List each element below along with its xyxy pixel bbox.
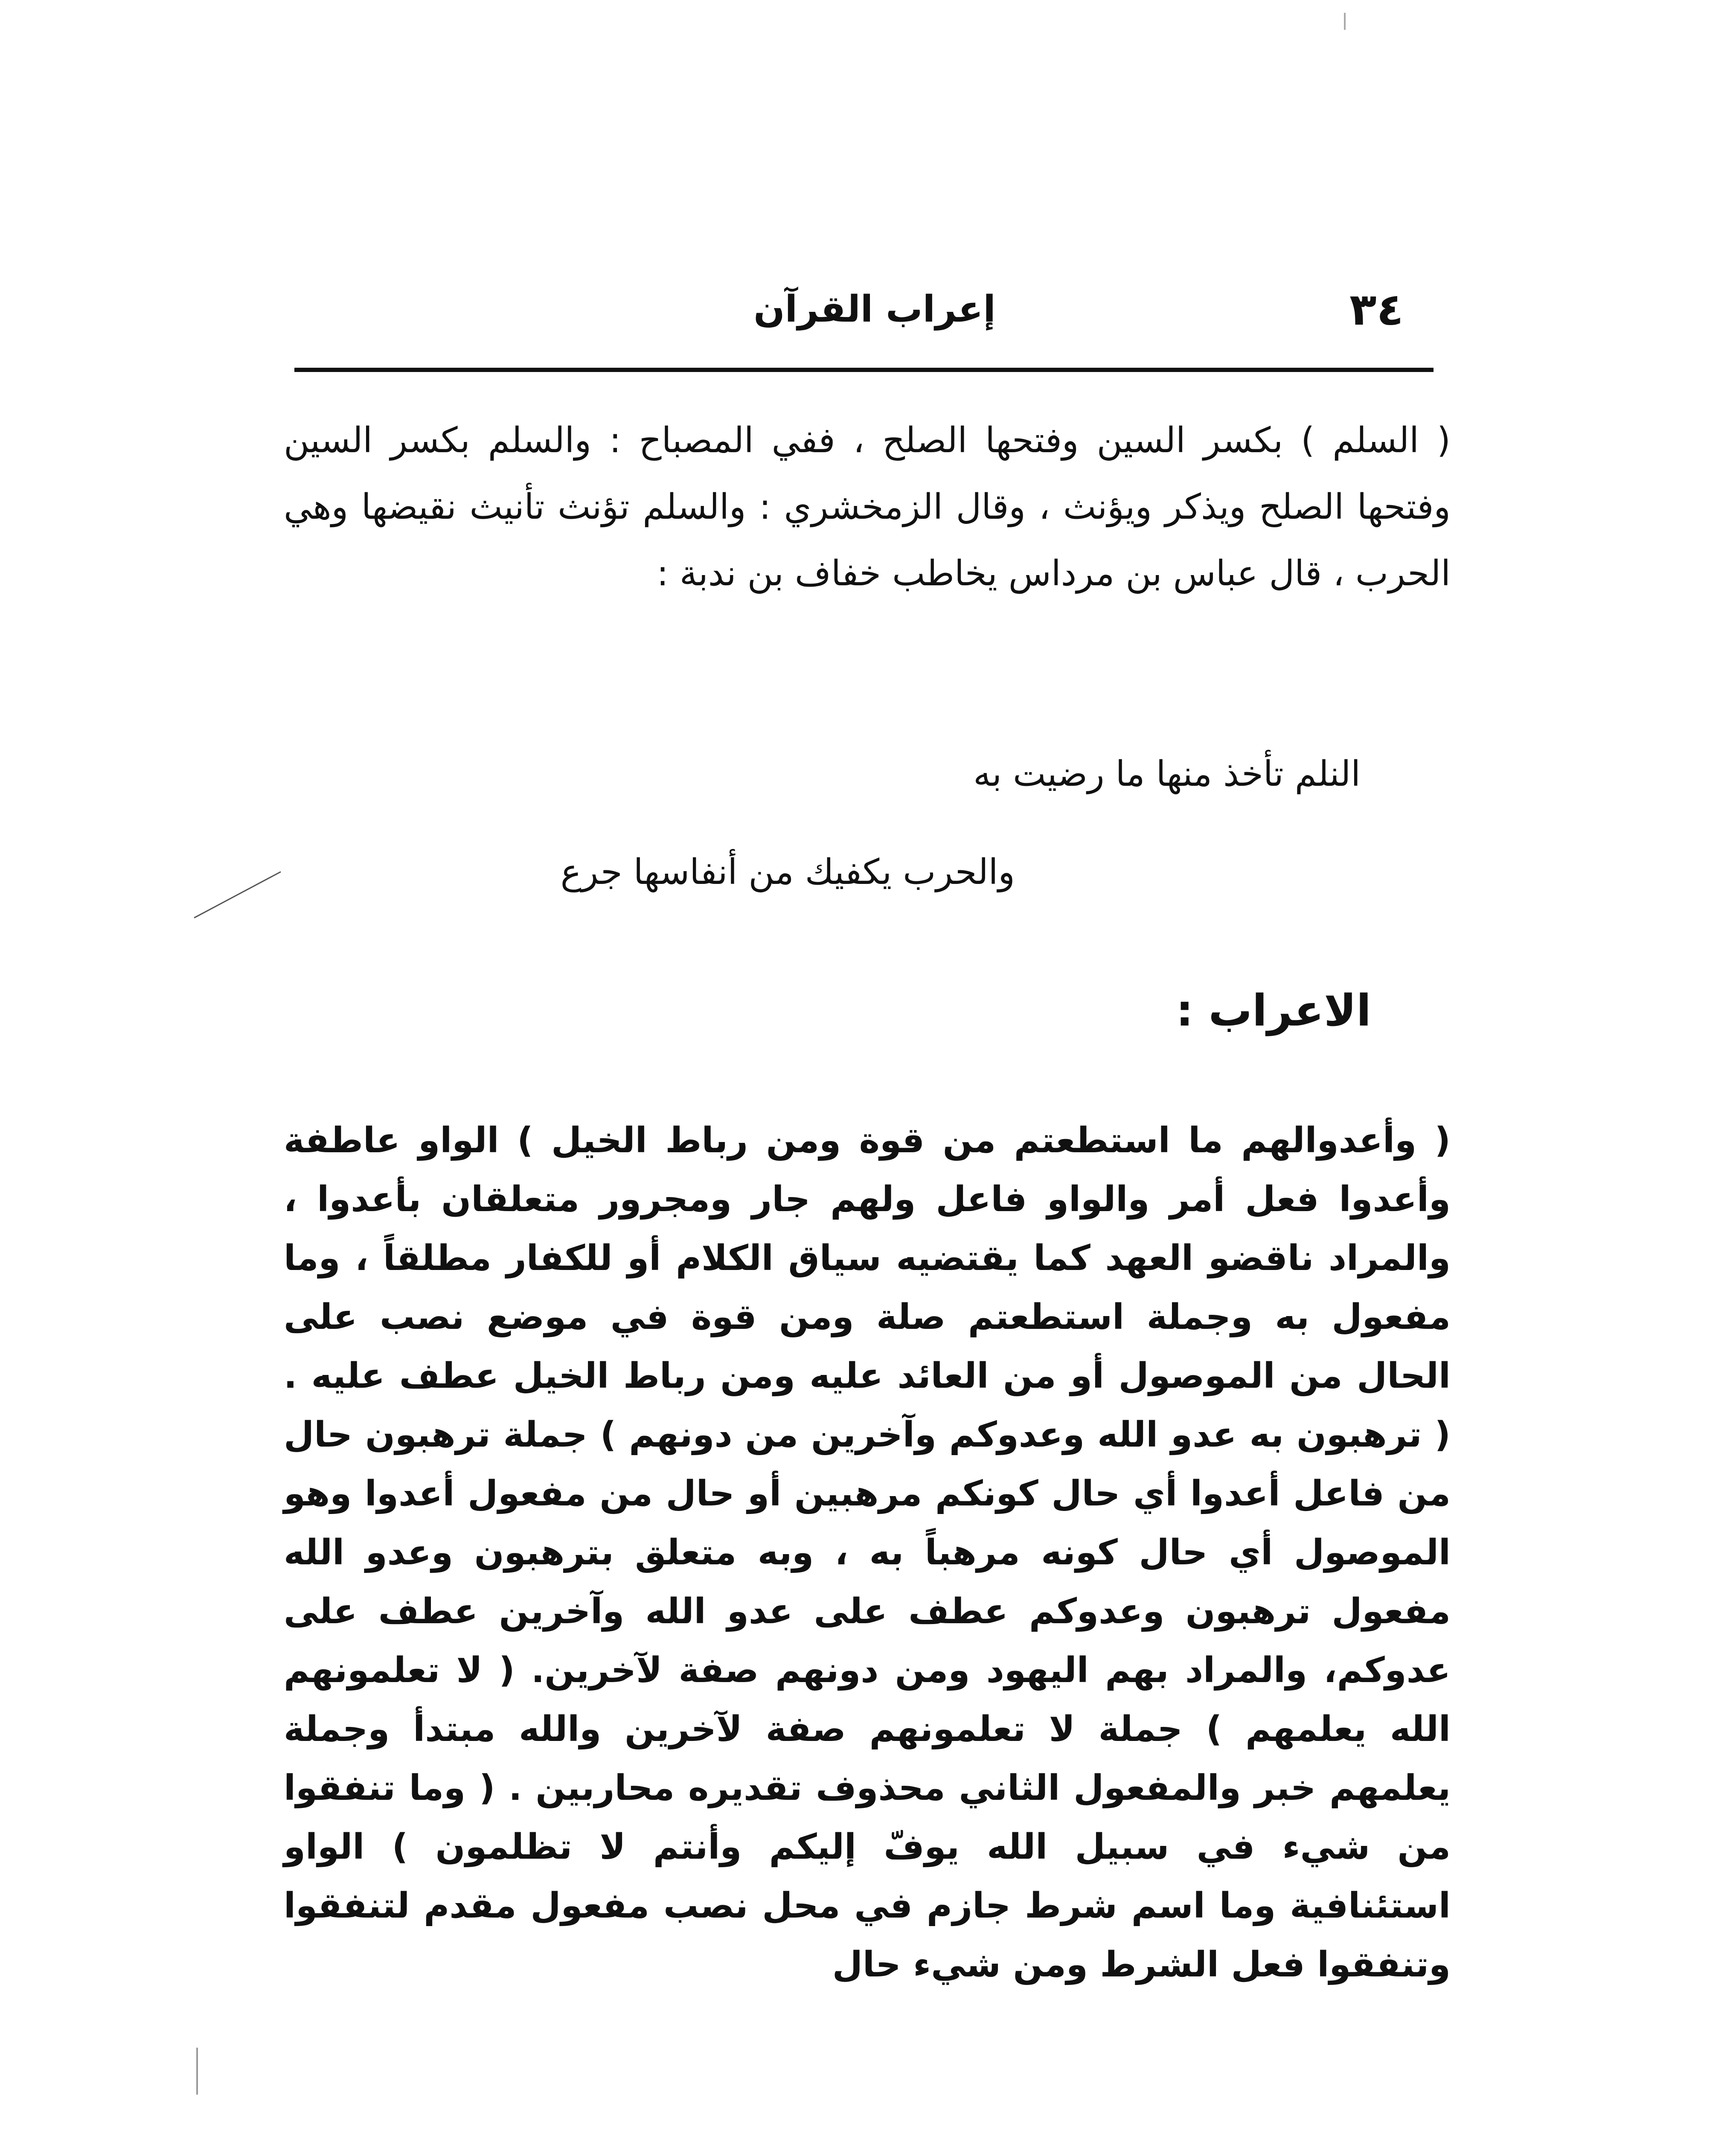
grammatical-analysis-text: ( وأعدوالهم ما استطعتم من قوة ومن رباط الخيل ) الواو عاطفة وأعدوا فعل أمر والواو فاعل ولهم جار ومجرور متعلقان بأعدوا ، والمراد ناقضو العهد كما يقتضيه سياق الكلام أو للكفار مطلقاً ، وما مفعول به وجملة استطعتم صلة ومن قوة في موضع نصب على الحال من الموصول أو من العائد عليه ومن رباط الخيل عطف عليه . ( ترهبون به عدو الله وعدوكم وآخرين من دونهم ) جملة ترهبون حال من فاعل أعدوا أي حال كونكم مرهبين أو حال من مفعول أعدوا وهو الموصول أي حال كونه مرهباً به ، وبه متعلق بترهبون وعدو الله مفعول ترهبون وعدوكم عطف على عدو الله وآخرين عطف على عدوكم، والمراد بهم اليهود ومن دونهم صفة لآخرين. ( لا تعلمونهم الله يعلمهم ) جملة لا تعلمونهم صفة لآخرين والله مبتدأ وجملة يعلمهم خبر والمفعول الثاني محذوف تقديره محاربين . ( وما تنفقوا من شيء في سبيل الله يوفّ إليكم وأنتم لا تظلمون ) الواو استئنافية وما اسم شرط جازم في محل نصب مفعول مقدم لتنفقوا وتنفقوا فعل الشرط ومن شيء حال [284,1120,1451,1985]
poem-line-2: والحرب يكفيك من أنفاسها جرع [560,852,1015,892]
header-rule [294,368,1434,372]
section-heading: الاعراب : [1176,985,1371,1036]
scan-stroke [194,871,281,918]
page-number: ٣٤ [1349,283,1404,335]
grammatical-analysis [284,1111,1451,1994]
poem-line-1: النلم تأخذ منها ما رضيت به [973,754,1361,794]
scan-speck [1344,13,1346,30]
vocabulary-note [284,407,1451,607]
vocabulary-note-text: ( السلم ) بكسر السين وفتحها الصلح ، ففي المصباح : والسلم بكسر السين وفتحها الصلح ويذكر ويؤنث ، وقال الزمخشري : والسلم تؤنث تأنيث نقيضها وهي الحرب ، قال عباس بن مرداس يخاطب خفاف بن ندبة : [284,420,1451,594]
scan-speck [196,2048,198,2095]
running-head [299,277,1434,341]
book-title: إعراب القرآن [753,288,996,331]
